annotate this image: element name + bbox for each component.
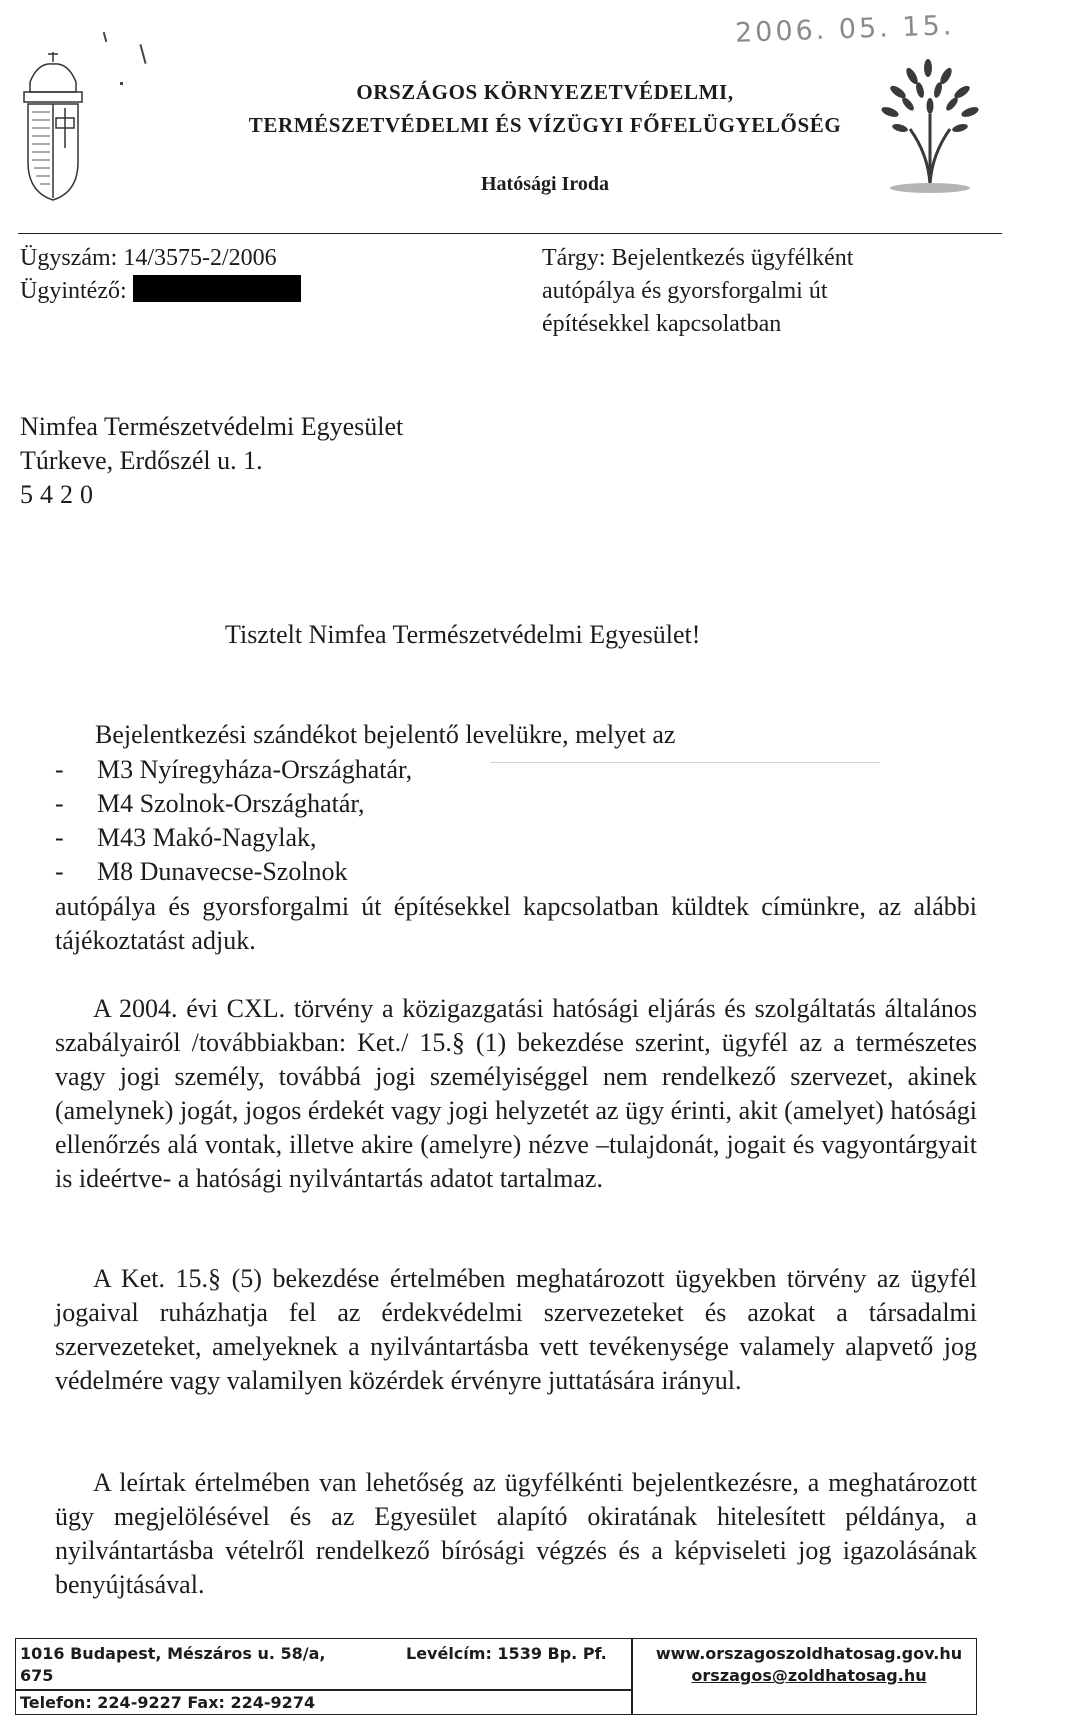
paragraph-ket-15-5: A Ket. 15.§ (5) bekezdése értelmében meghatározott ügyekben törvény az ügyfél jogaival ruházhatja fel az érdekvédelmi szervezeteket és azokat a társadalmi szervezeteket, amelyeknek a nyilvántartásba vett tevékenysége valamely alapvető jog védelmére vagy valamilyen közérdek érvényre juttatására irányul. [55,1264,977,1395]
footer-address-line2: 675 [20,1666,54,1685]
organization-name-line1: ORSZÁGOS KÖRNYEZETVÉDELMI, [356,80,734,104]
recipient-name: Nimfea Természetvédelmi Egyesület [20,412,404,441]
footer-address-line1: 1016 Budapest, Mészáros u. 58/a, [20,1644,326,1663]
paragraph-intro-continuation: autópálya és gyorsforgalmi út építésekkel kapcsolatban küldtek címünkre, az alábbi tájékoztatást adjuk. [55,892,977,955]
list-item: - M3 Nyíregyháza-Országhatár, [55,753,412,787]
footer-rule [16,1689,631,1691]
salutation: Tisztelt Nimfea Természetvédelmi Egyesület! [225,620,701,649]
paragraph-legal-definition: A 2004. évi CXL. törvény a közigazgatási hatósági eljárás és szolgáltatás általános szabályairól /továbbiakban: Ket./ 15.§ (1) bekezdése szerint, ügyfél az a természetes vagy jogi személy, továbbá jogi személyiséggel nem rendelkező szervezet, akinek (amelynek) jogát, jogos érdekét vagy jogi helyzetét az ügy érinti, akit (amelyet) hatósági ellenőrzés alá vontak, illetve akire (amelyre) nézve –tulajdonát, jogait és vagyontárgyait is ideértve- a hatósági nyilvántartás adatot tartalmaz. [55,994,977,1193]
subject-line: autópálya és gyorsforgalmi út [542,278,828,304]
header-divider [18,233,1002,234]
footer-divider [631,1639,633,1714]
recipient-address [20,410,403,512]
intro-line: Bejelentkezési szándékot bejelentő levelükre, melyet az [95,720,676,749]
clerk-label: Ügyintéző: [20,278,127,304]
footer-address [20,1643,350,1712]
letterhead-footer [15,1638,977,1715]
scan-mark [139,44,146,64]
recipient-street: Túrkeve, Erdőszél u. 1. [20,446,263,475]
subject-line: Tárgy: Bejelentkezés ügyfélként [542,245,854,271]
email-link[interactable]: orszagos@zoldhatosag.hu [691,1666,927,1685]
recipient-zip: 5420 [20,480,100,509]
scan-mark [103,32,108,42]
scan-line [490,762,880,763]
footer-contact [644,1643,974,1687]
case-number: Ügyszám: 14/3575-2/2006 [20,245,277,271]
organization-name-line2: TERMÉSZETVÉDELMI ÉS VÍZÜGYI FŐFELÜGYELŐSÉG [248,113,842,137]
footer-postal: Levélcím: 1539 Bp. Pf. [406,1644,607,1663]
paragraph-conclusion: A leírtak értelmében van lehetőség az ügyfélkénti bejelentkezésre, a meghatározott ügy megjelölésével és az Egyesület alapító okiratának hitelesített példánya, a nyilvántartásba vételről rendelkező bírósági végzés és a képviseleti jog igazolásának benyújtásával. [55,1468,977,1599]
subject-block [542,242,962,341]
subject-line: építésekkel kapcsolatban [542,311,782,337]
project-list [55,753,412,889]
handwritten-date: 2006. 05. 15. [734,10,955,49]
office-name: Hatósági Iroda [481,173,609,195]
clerk-line [20,275,301,308]
website-link[interactable]: www.orszagoszoldhatosag.gov.hu [655,1644,963,1663]
list-item: - M4 Szolnok-Országhatár, [55,787,412,821]
list-item: - M8 Dunavecse-Szolnok [55,855,412,889]
list-item: - M43 Makó-Nagylak, [55,821,412,855]
footer-phone: Telefon: 224-9227 Fax: 224-9274 [20,1693,316,1712]
redaction-box [133,275,301,302]
